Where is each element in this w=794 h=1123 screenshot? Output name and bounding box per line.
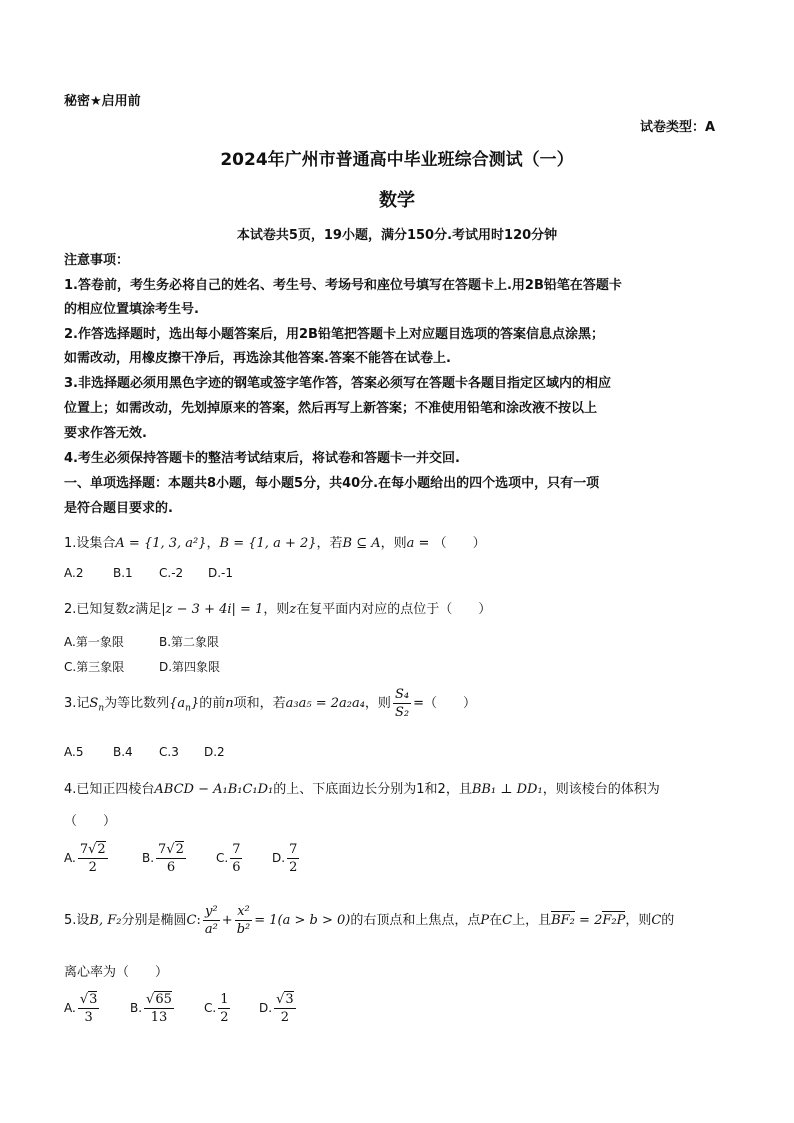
option-label: A. [64,1001,76,1015]
sqrt-icon: √ [88,842,97,857]
option-fraction [287,843,299,874]
q3-option-a[interactable]: A.5 [64,745,84,759]
fraction-denominator: 6 [232,860,241,875]
note-line: 的相应位置填涂考生号. [64,302,199,317]
q5-option-c[interactable] [204,993,232,1024]
fraction-denominator: 6 [166,860,176,875]
question-2 [64,598,491,617]
q5-question-cont: 离心率为（ ） [64,965,169,980]
q5-colon: : [196,913,201,928]
q5-option-a[interactable] [64,993,101,1024]
option-label: B. [142,851,155,865]
fraction-numerator: 7 [232,842,241,857]
q3-n: n [225,696,234,711]
fraction-numerator: x² [237,904,250,919]
option-fraction [218,993,230,1024]
q3-condition: a₃a₅ = 2a₂a₄ [285,696,365,711]
q5-text: ，则 [625,913,652,928]
q5-fraction-x [235,905,253,936]
q2-text: 满足 [135,602,162,617]
option-fraction [144,993,174,1024]
option-label: C. [204,1001,217,1015]
q1-condition: B ⊆ A [342,536,381,551]
q3-sum-subscript: n [98,703,105,714]
q1-suffix: = （ ） [414,536,486,551]
fraction-radicand: 3 [89,992,98,1007]
option-label: D. [259,1001,273,1015]
sqrt-icon: √ [276,992,285,1007]
option-label: D. [272,851,286,865]
fraction-numerator: 7 [289,842,298,857]
note-line: 1.答卷前，考生务必将自己的姓名、考生号、考场号和座位号填写在答题卡上.用2B铅笔在答题卡 [64,278,622,293]
fraction-radicand: 65 [155,992,172,1007]
q3-sequence-close: } [190,696,200,711]
fraction-denominator: 13 [150,1010,168,1025]
q4-option-c[interactable] [216,843,244,874]
q3-ratio-fraction [393,688,411,719]
q1-comma: ， [206,536,220,551]
q4-blank: （ ） [64,814,117,829]
q5-option-d[interactable] [259,993,298,1024]
notes-heading: 注意事项： [64,253,130,268]
q3-option-d[interactable]: D.2 [204,745,225,759]
q2-condition: |z − 3 + 4i| = 1 [161,602,264,617]
note-line: 位置上；如需改动，先划掉原来的答案，然后再写上新答案；不准使用铅笔和涂改液不按以上 [64,401,598,416]
q3-option-b[interactable]: B.4 [113,745,133,759]
q5-vector: BF₂ [551,913,575,928]
q5-suffix: 的 [661,913,675,928]
q2-text: ，则 [263,602,290,617]
fraction-denominator: 2 [220,1010,229,1025]
q5-text: 的右顶点和上焦点，点 [350,913,481,928]
q4-prefix: 4.已知正四棱台 [64,782,155,797]
q2-option-d[interactable]: D.第四象限 [159,660,221,674]
option-fraction [274,993,296,1024]
q2-var: z [128,602,136,617]
option-fraction [156,843,186,874]
section-heading-cont: 是符合题目要求的. [64,501,173,516]
q5-vector: F₂P [602,913,626,928]
q5-vector-relation: = 2 [574,913,603,928]
q3-sequence: {a [169,696,186,711]
q1-option-c[interactable]: C.-2 [159,566,184,580]
q5-point: P [480,913,490,928]
fraction-denominator: 2 [88,860,97,875]
q1-text: ，则 [380,536,407,551]
fraction-denominator: 3 [84,1010,93,1025]
q1-option-b[interactable]: B.1 [113,566,133,580]
q4-option-a[interactable] [64,843,110,874]
q5-points: B, F₂ [89,913,122,928]
q4-option-b[interactable] [142,843,188,874]
q3-fraction-denominator: S₂ [394,705,410,720]
subject-title: 数学 [379,190,415,211]
q5-plus: + [221,913,233,928]
q3-sum-symbol: S [89,696,99,711]
q4-option-d[interactable] [272,843,301,874]
confidential-label: 秘密★启用前 [64,94,141,109]
exam-info: 本试卷共5页，19小题，满分150分.考试用时120分钟 [236,228,558,243]
q5-fraction-y [203,905,220,936]
q1-text: ，若 [316,536,343,551]
q5-ellipse-name: C [186,913,197,928]
q4-condition: BB₁ ⊥ DD₁ [471,782,543,797]
option-label: A. [64,851,76,865]
q3-option-c[interactable]: C.3 [159,745,179,759]
sqrt-icon: √ [79,992,89,1007]
question-1 [64,532,486,551]
option-fraction [230,843,242,874]
q2-option-b[interactable]: B.第二象限 [159,635,220,649]
note-line: 如需改动，用橡皮擦干净后，再选涂其他答案.答案不能答在试卷上. [64,351,451,366]
q1-set-a: A = {1, 3, a²} [115,536,207,551]
paper-type-label: 试卷类型：A [640,120,716,135]
q1-prefix: 1.设集合 [64,536,116,551]
q1-option-a[interactable]: A.2 [64,566,84,580]
question-3 [64,688,476,719]
q4-suffix: ，则该棱台的体积为 [542,782,660,797]
q5-equation-rhs: = 1(a > b > 0) [254,913,351,928]
section-heading: 一、单项选择题：本题共8小题，每小题5分，共40分.在每小题给出的四个选项中，只有一项 [64,476,600,491]
q3-suffix: =（ ） [413,696,476,711]
note-line: 要求作答无效. [64,426,147,441]
option-fraction [78,993,100,1024]
fraction-denominator: b² [236,922,251,937]
option-label: B. [130,1001,143,1015]
fraction-coefficient: 7 [79,842,89,857]
q4-solid: ABCD − A₁B₁C₁D₁ [154,782,274,797]
fraction-denominator: 2 [289,860,298,875]
fraction-coefficient: 7 [158,842,167,857]
q5-prefix: 5.设 [64,913,90,928]
fraction-radicand: 3 [285,992,294,1007]
q1-option-d[interactable]: D.-1 [208,566,234,580]
option-label: C. [216,851,229,865]
exam-title: 2024年广州市普通高中毕业班综合测试（一） [220,150,574,170]
q3-prefix: 3.记 [64,696,90,711]
q3-sequence-subscript: n [185,703,191,714]
q4-text: 的上、下底面边长分别为1和2，且 [273,782,472,797]
fraction-numerator: y² [205,904,218,919]
q1-set-b: B = {1, a + 2} [219,536,317,551]
q3-text: 项和，若 [233,696,286,711]
option-fraction [78,843,108,874]
q3-text: 为等比数列 [104,696,170,711]
q2-option-c[interactable]: C.第三象限 [64,660,125,674]
fraction-denominator: 2 [280,1010,289,1025]
q3-text: ，则 [364,696,391,711]
q2-prefix: 2.已知复数 [64,602,129,617]
fraction-numerator: 1 [220,992,229,1007]
question-4 [64,778,660,797]
q2-suffix: 在复平面内对应的点位于（ ） [296,602,492,617]
q2-var: z [289,602,297,617]
q5-text: 上，且 [512,913,552,928]
fraction-radicand: 2 [175,842,184,857]
fraction-radicand: 2 [97,842,106,857]
q5-text: 分别是椭圆 [121,913,187,928]
q5-text: 在 [489,913,503,928]
question-5 [64,905,674,936]
fraction-denominator: a² [204,922,218,937]
q5-ellipse-name: C [502,913,513,928]
q2-option-a[interactable]: A.第一象限 [64,635,124,649]
q5-ellipse-name: C [651,913,662,928]
note-line: 2.作答选择题时，选出每小题答案后，用2B铅笔把答题卡上对应题目选项的答案信息点涂黑； [64,327,604,342]
q3-fraction-numerator: S₄ [394,687,410,702]
note-line: 4.考生必须保持答题卡的整洁考试结束后，将试卷和答题卡一并交回. [64,451,460,466]
note-line: 3.非选择题必须用黑色字迹的钢笔或签字笔作答，答案必须写在答题卡各题目指定区域内的相应 [64,376,611,391]
q3-text: 的前 [199,696,226,711]
q5-option-b[interactable] [130,993,176,1024]
sqrt-icon: √ [166,842,175,857]
q1-var: a [406,536,415,551]
sqrt-icon: √ [146,992,155,1007]
